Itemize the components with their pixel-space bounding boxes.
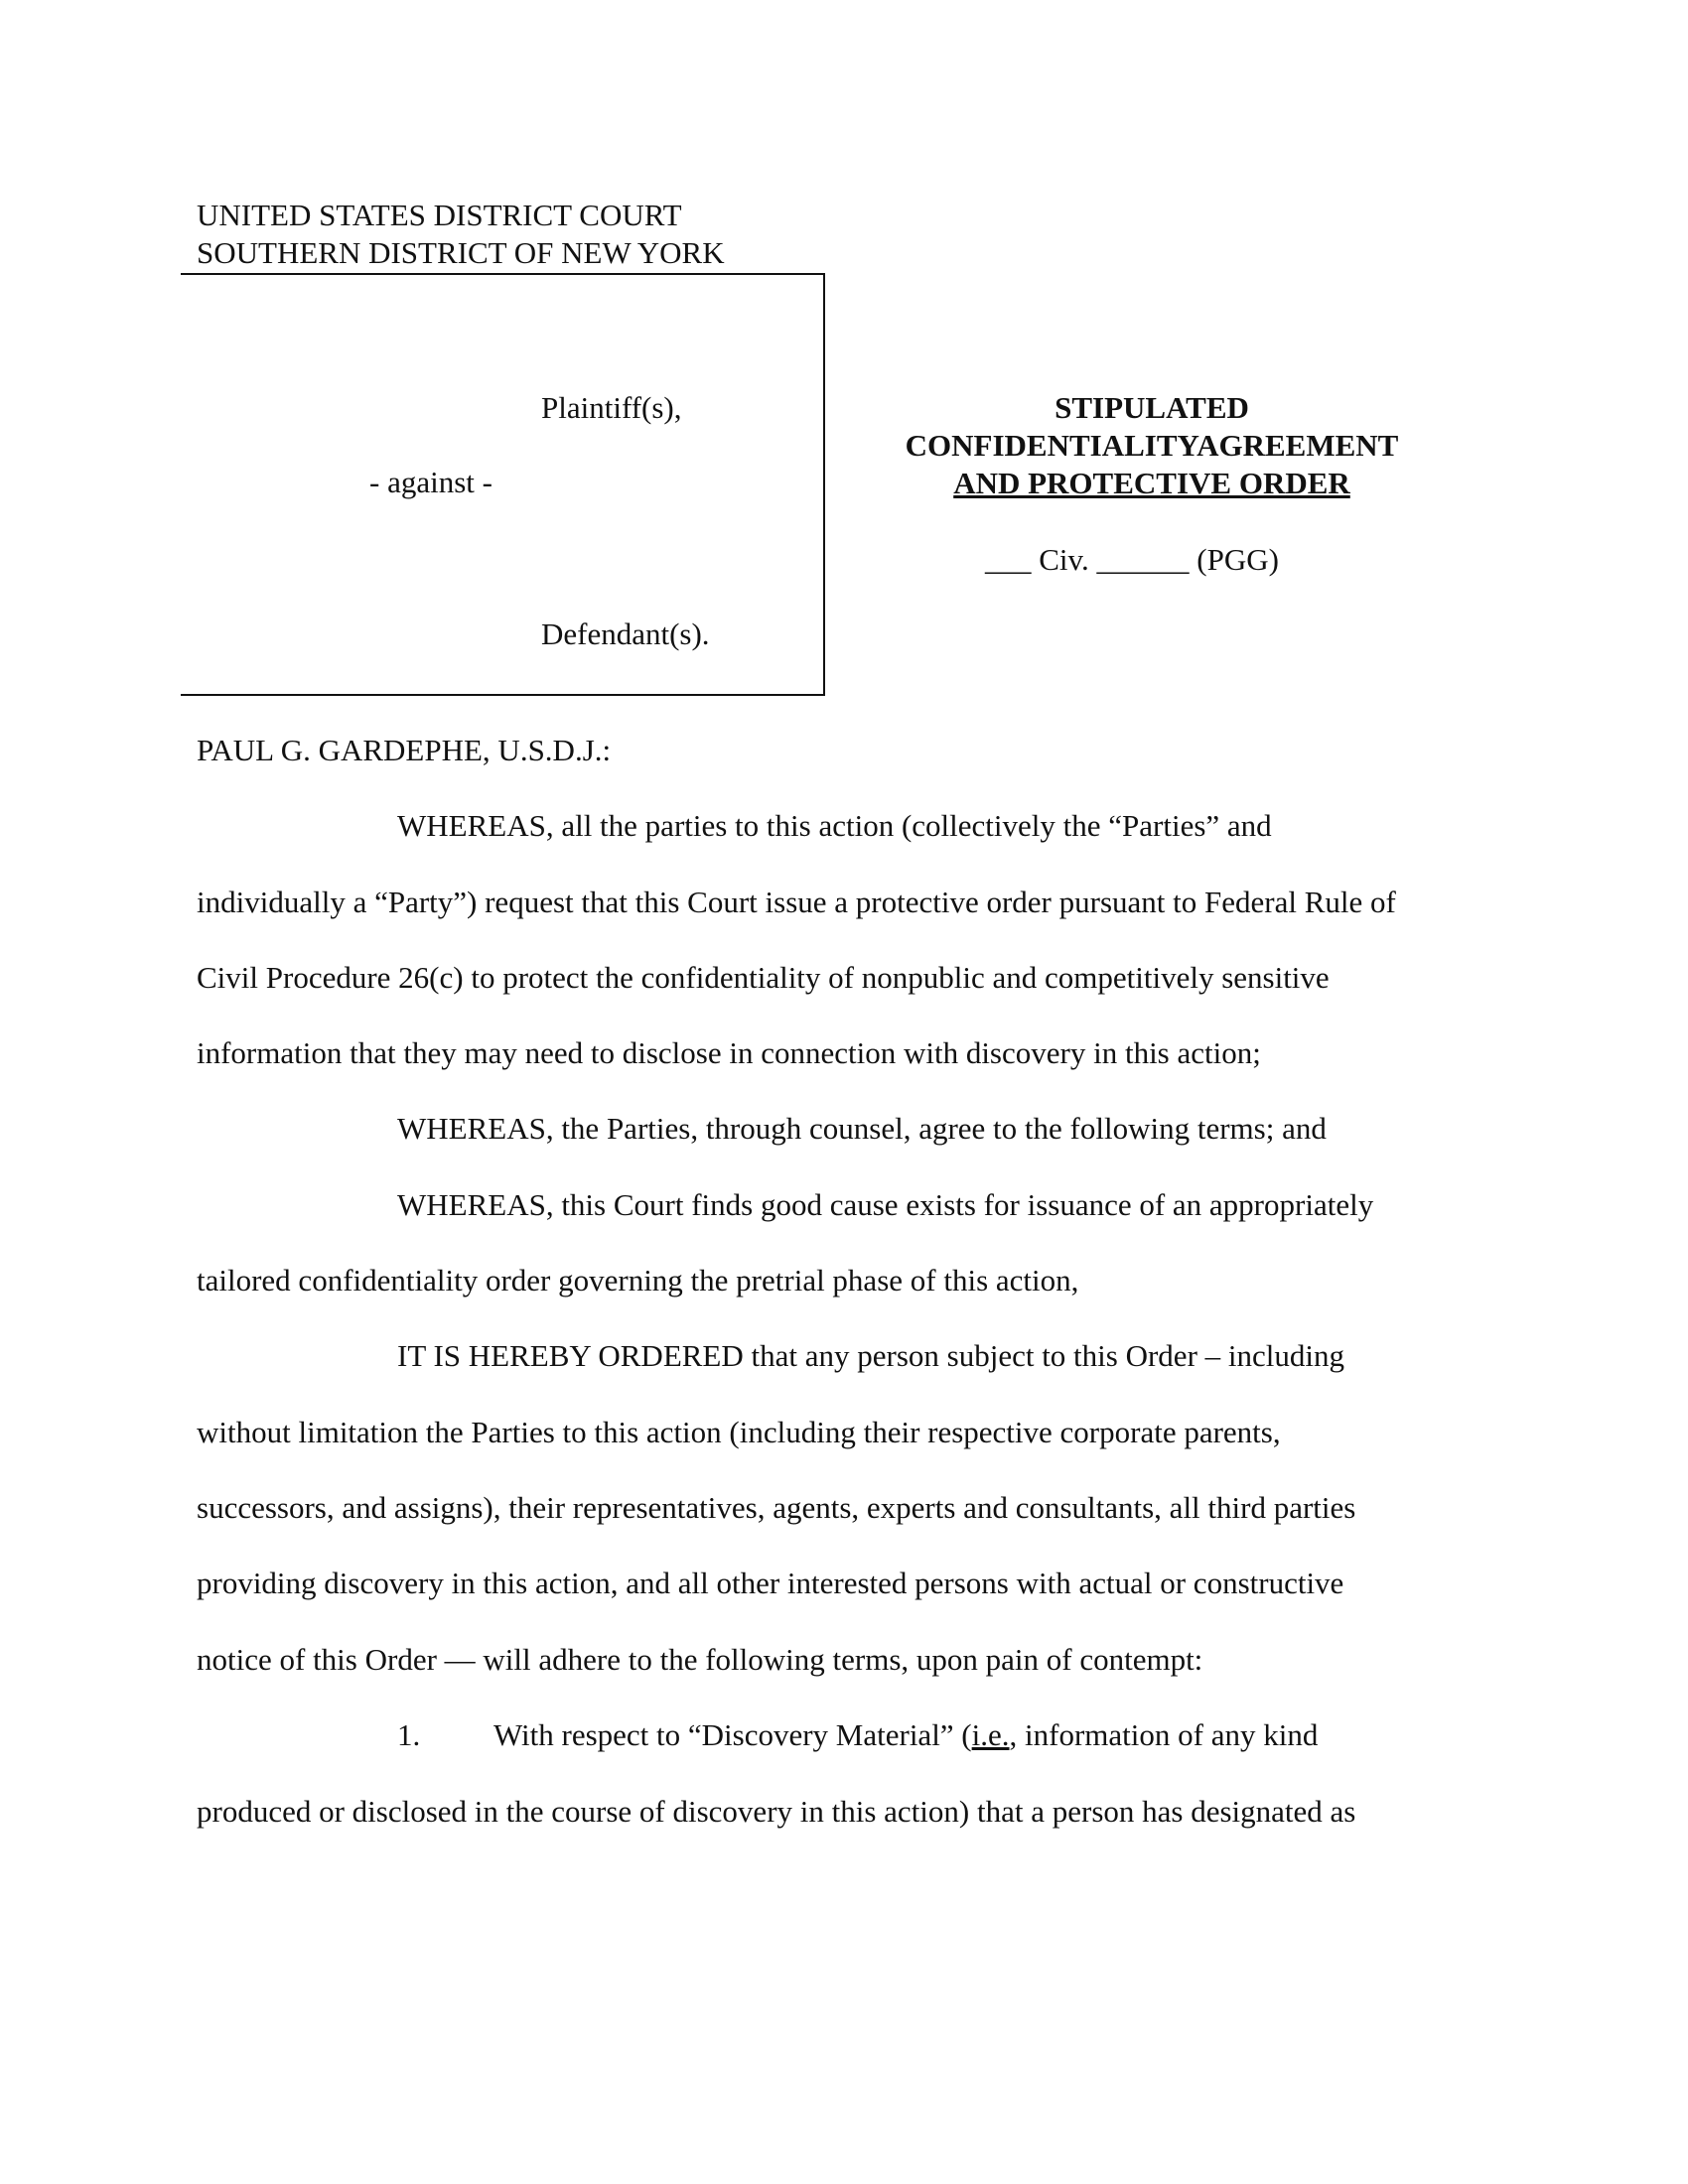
- paragraph-1-text-before: With respect to “Discovery Material” (: [493, 1717, 972, 1752]
- body-line-12: notice of this Order — will adhere to the following terms, upon pain of contempt:: [197, 1642, 1203, 1677]
- body-line-2: individually a “Party”) request that this Court issue a protective order pursuant to Federal Rule of: [197, 885, 1396, 919]
- plaintiff-label: Plaintiff(s),: [541, 390, 682, 425]
- title-line-2: CONFIDENTIALITYAGREEMENT: [905, 428, 1399, 463]
- judge-name: PAUL G. GARDEPHE, U.S.D.J.:: [197, 733, 612, 767]
- against-label: - against -: [369, 465, 492, 499]
- court-district: SOUTHERN DISTRICT OF NEW YORK: [197, 235, 725, 270]
- paragraph-1-number: 1.: [397, 1717, 421, 1752]
- body-line-7: tailored confidentiality order governing the pretrial phase of this action,: [197, 1263, 1079, 1297]
- body-line-3: Civil Procedure 26(c) to protect the confidentiality of nonpublic and competitively sensitive: [197, 960, 1330, 995]
- body-line-10: successors, and assigns), their representatives, agents, experts and consultants, all third parties: [197, 1490, 1356, 1525]
- body-line-1: WHEREAS, all the parties to this action (collectively the “Parties” and: [397, 808, 1272, 843]
- paragraph-1-text-after: , information of any kind: [1009, 1717, 1319, 1752]
- body-line-9: without limitation the Parties to this action (including their respective corporate parents,: [197, 1415, 1281, 1449]
- court-name: UNITED STATES DISTRICT COURT: [197, 198, 682, 232]
- title-line-3-wrap: [854, 465, 1450, 502]
- caption-box: [181, 273, 825, 696]
- paragraph-1-line-1: [493, 1716, 1318, 1754]
- case-number: ___ Civ. ______ (PGG): [985, 542, 1279, 577]
- body-line-6: WHEREAS, this Court finds good cause exists for issuance of an appropriately: [397, 1187, 1374, 1222]
- title-line-1: STIPULATED: [1055, 390, 1249, 425]
- body-line-8: IT IS HEREBY ORDERED that any person subject to this Order – including: [397, 1338, 1344, 1373]
- body-line-5: WHEREAS, the Parties, through counsel, agree to the following terms; and: [397, 1111, 1327, 1146]
- body-line-4: information that they may need to disclose in connection with discovery in this action;: [197, 1035, 1261, 1070]
- defendant-label: Defendant(s).: [541, 616, 710, 651]
- paragraph-1-ie: i.e.: [971, 1717, 1010, 1752]
- title-line-3: AND PROTECTIVE ORDER: [953, 466, 1350, 500]
- body-line-11: providing discovery in this action, and all other interested persons with actual or constructive: [197, 1566, 1344, 1600]
- paragraph-1-line-2: produced or disclosed in the course of discovery in this action) that a person has designated as: [197, 1794, 1356, 1829]
